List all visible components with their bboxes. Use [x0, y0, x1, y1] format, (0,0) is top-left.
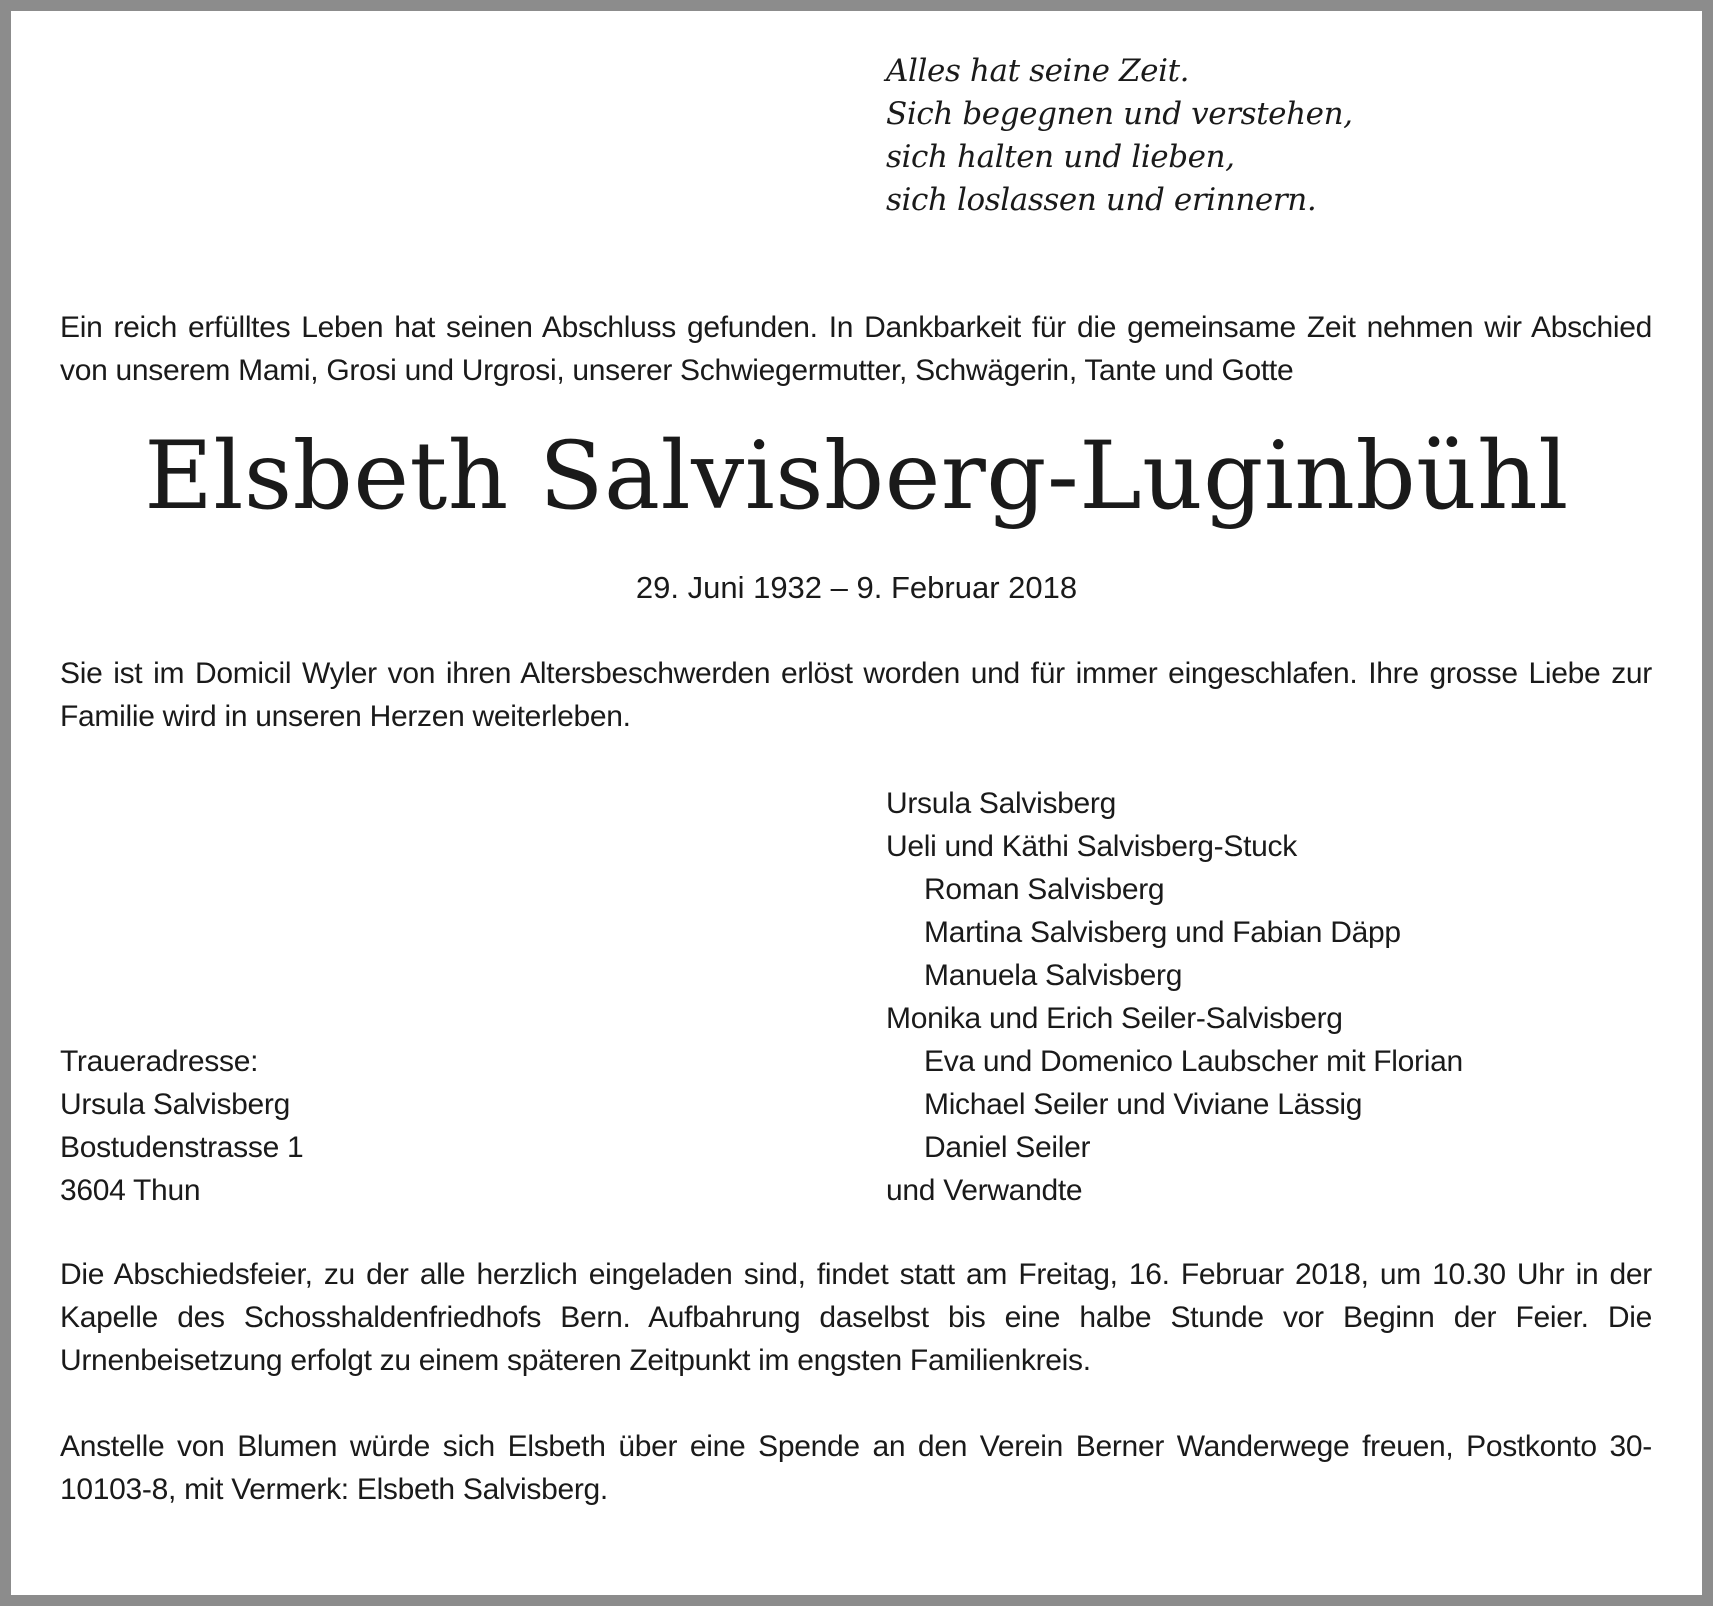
poem-line: sich halten und lieben, [886, 139, 1235, 175]
address-label: Traueradresse: [60, 1045, 259, 1078]
address-city: 3604 Thun [60, 1174, 201, 1207]
mourner-entry: Michael Seiler und Viviane Lässig [924, 1088, 1363, 1121]
ceremony-paragraph: Die Abschiedsfeier, zu der alle herzlich eingeladen sind, findet statt am Freitag, 16. Februar 2018, um 10.30 Uhr in der Kapelle des Schosshaldenfriedhofs Bern. Aufbahrung daselbst bis eine halbe Stunde vor Beginn der Feier. Die Urnenbeisetzung erfolgt zu einem späteren Zeitpunkt im engsten Familienkreis. [60, 1258, 1652, 1377]
poem-line: sich loslassen und erinnern. [886, 182, 1317, 218]
mourner-entry: Eva und Domenico Laubscher mit Florian [924, 1045, 1463, 1078]
mourner-entry: Roman Salvisberg [924, 873, 1165, 906]
mourner-entry: und Verwandte [886, 1174, 1083, 1207]
donation-paragraph: Anstelle von Blumen würde sich Elsbeth über eine Spende an den Verein Berner Wanderwege freuen, Postkonto 30-10103-8, mit Vermerk: Elsbeth Salvisberg. [60, 1430, 1652, 1506]
mourner-entry: Manuela Salvisberg [924, 959, 1183, 992]
mourning-address [60, 1040, 303, 1212]
intro-paragraph: Ein reich erfülltes Leben hat seinen Abschluss gefunden. In Dankbarkeit für die gemeinsame Zeit nehmen wir Abschied von unserem Mami, Grosi und Urgrosi, unserer Schwiegermutter, Schwägerin, Tante und Gotte [60, 311, 1652, 387]
poem [886, 50, 1353, 222]
deceased-name: Elsbeth Salvisberg-Luginbühl [144, 422, 1569, 531]
mourner-entry: Ursula Salvisberg [886, 787, 1116, 820]
life-dates: 29. Juni 1932 – 9. Februar 2018 [635, 570, 1078, 605]
mourner-entry: Ueli und Käthi Salvisberg-Stuck [886, 830, 1297, 863]
address-name: Ursula Salvisberg [60, 1088, 290, 1121]
poem-line: Alles hat seine Zeit. [886, 53, 1190, 89]
mourner-entry: Daniel Seiler [924, 1131, 1091, 1164]
mourner-entry: Monika und Erich Seiler-Salvisberg [886, 1002, 1343, 1035]
mourners-list [886, 782, 1463, 1212]
address-street: Bostudenstrasse 1 [60, 1131, 304, 1164]
poem-line: Sich begegnen und verstehen, [886, 96, 1353, 132]
passing-paragraph: Sie ist im Domicil Wyler von ihren Altersbeschwerden erlöst worden und für immer eingeschlafen. Ihre grosse Liebe zur Familie wird in unseren Herzen weiterleben. [60, 657, 1652, 733]
mourner-entry: Martina Salvisberg und Fabian Däpp [924, 916, 1401, 949]
